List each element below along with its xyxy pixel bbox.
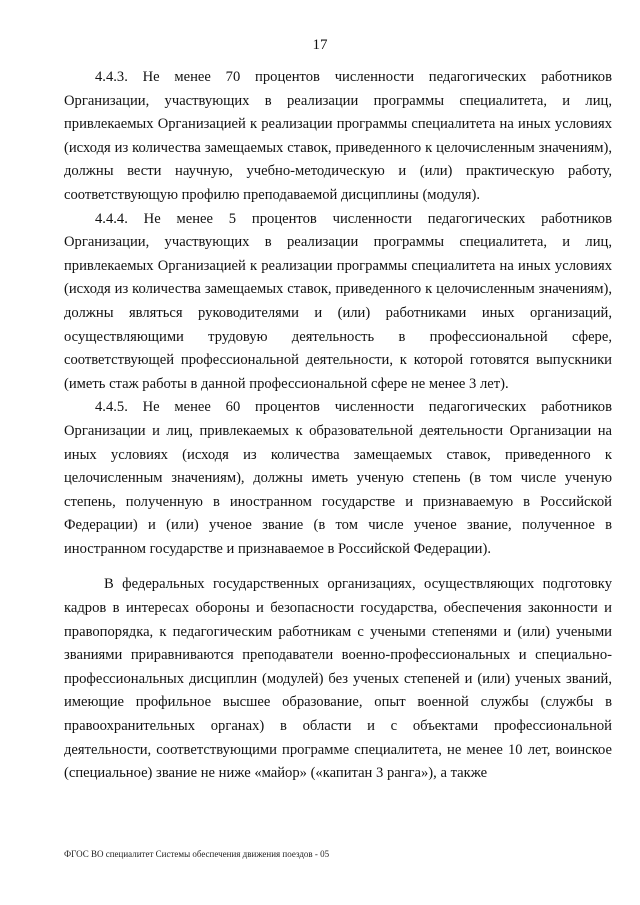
page-number: 17 (312, 37, 328, 53)
page-footer: ФГОС ВО специалитет Системы обеспечения движения поездов - 05 (64, 849, 330, 859)
paragraph-4-4-4: 4.4.4. Не менее 5 процентов численности педагогических работников Организации, участвующих в реализации программы специалитета, и лиц, привлекаемых Организацией к реализации программы специалитета на иных условиях (исходя из количества замещаемых ставок, приведенного к целочисленным значениям), должны являться руководителями и (или) работниками иных организаций, осуществляющими трудовую деятельность в профессиональной сфере, соответствующей профессиональной деятельности, к которой готовятся выпускники (иметь стаж работы в данной профессиональной сфере не менее 3 лет). (64, 210, 612, 392)
paragraph-4-4-3: 4.4.3. Не менее 70 процентов численности педагогических работников Организации, участвующих в реализации программы специалитета, и лиц, привлекаемых Организацией к реализации программы специалитета на иных условиях (исходя из количества замещаемых ставок, приведенного к целочисленным значениям), должны вести научную, учебно-методическую и (или) практическую работу, соответствующую профилю преподаваемой дисциплины (модуля). (64, 69, 612, 203)
paragraph-federal-organizations: В федеральных государственных организациях, осуществляющих подготовку кадров в интересах обороны и безопасности государства, обеспечения законности и правопорядка, к педагогическим работникам с учеными степенями и (или) учеными званиями приравниваются преподаватели военно-профессиональных и специально-профессиональных дисциплин (модулей) без ученых степеней и (или) ученых званий, имеющие профильное высшее образование, опыт военной службы (службы в правоохранительных органах) в области и с объектами профессиональной деятельности, соответствующими программе специалитета, не менее 10 лет, воинское (специальное) звание не ниже «майор» («капитан 3 ранга»), а также (64, 576, 612, 782)
paragraph-4-4-5: 4.4.5. Не менее 60 процентов численности педагогических работников Организации и лиц, привлекаемых к образовательной деятельности Организации на иных условиях (исходя из количества замещаемых ставок, приведенного к целочисленным значениям), должны иметь ученую степень (в том числе ученую степень, полученную в иностранном государстве и признаваемую в Российской Федерации) и (или) ученое звание (в том числе ученое звание, полученное в иностранном государстве и признаваемое в Российской Федерации). (64, 399, 612, 557)
document-body (64, 66, 612, 786)
